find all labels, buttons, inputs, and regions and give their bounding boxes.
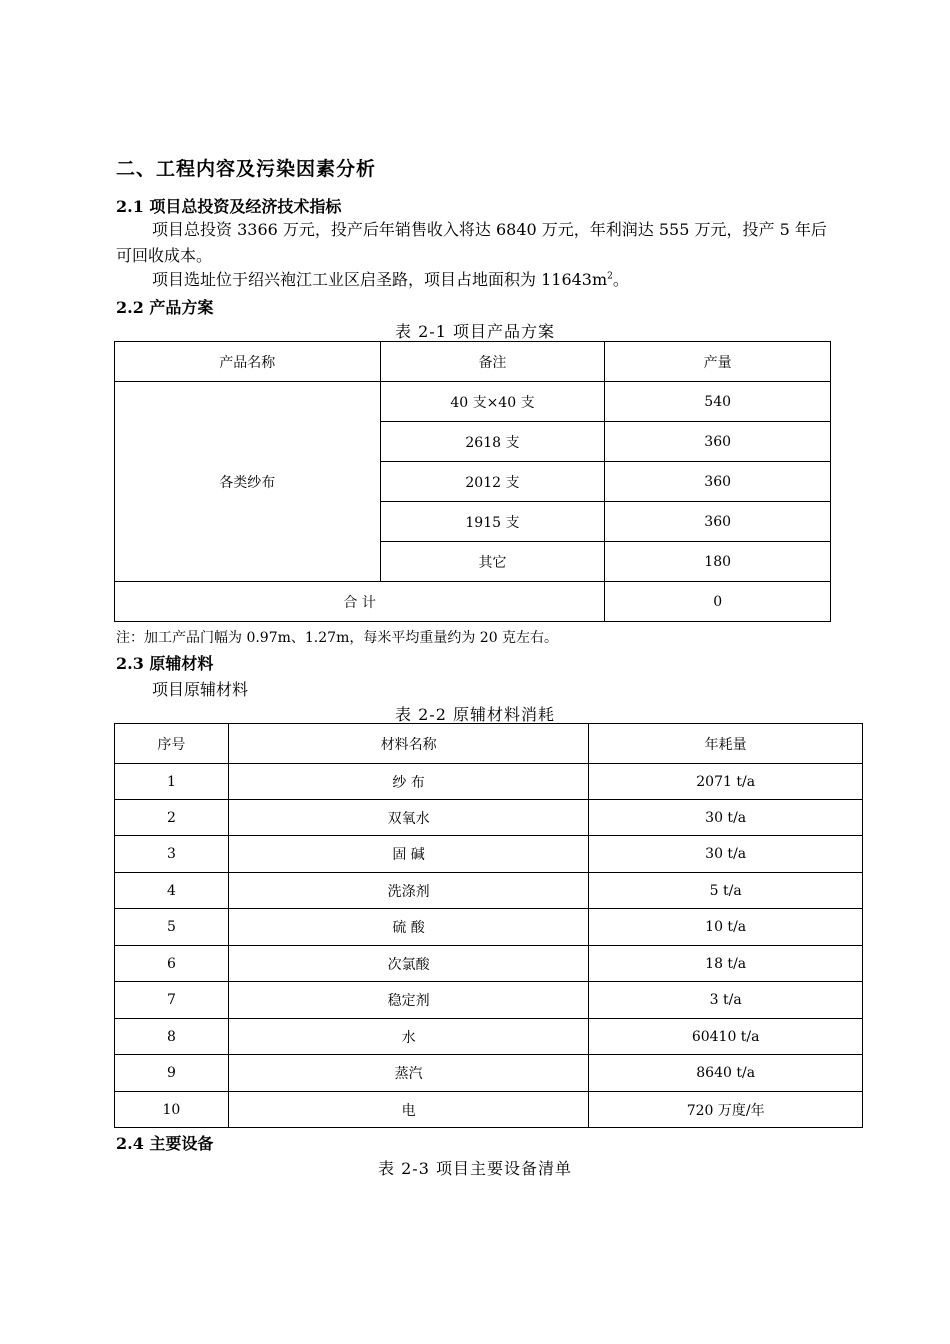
index-cell: 10	[115, 1092, 229, 1128]
header-product-name: 产品名称	[115, 342, 381, 382]
product-table	[114, 341, 831, 622]
header-note: 备注	[380, 342, 605, 382]
index-cell: 2	[115, 800, 229, 836]
table-row	[115, 1092, 863, 1128]
material-cell: 纱 布	[228, 764, 588, 800]
table-2-2-caption: 表 2-2 原辅材料消耗	[395, 705, 555, 724]
consumption-cell: 2071 t/a	[589, 764, 863, 800]
quantity-cell: 540	[605, 382, 831, 422]
note-cell: 40 支×40 支	[380, 382, 605, 422]
quantity-cell: 360	[605, 502, 831, 542]
materials-table	[114, 723, 863, 1128]
material-cell: 硫 酸	[228, 909, 588, 946]
table-2-3-caption: 表 2-3 项目主要设备清单	[378, 1159, 572, 1178]
table-row	[115, 382, 831, 422]
consumption-cell: 5 t/a	[589, 873, 863, 909]
material-cell: 双氧水	[228, 800, 588, 836]
consumption-cell: 10 t/a	[589, 909, 863, 946]
material-cell: 固 碱	[228, 836, 588, 873]
index-cell: 3	[115, 836, 229, 873]
table-header-row	[115, 342, 831, 382]
index-cell: 9	[115, 1055, 229, 1092]
consumption-cell: 30 t/a	[589, 800, 863, 836]
table-row	[115, 982, 863, 1019]
header-index: 序号	[115, 724, 229, 764]
header-quantity: 产量	[605, 342, 831, 382]
header-annual-consumption: 年耗量	[589, 724, 863, 764]
material-cell: 稳定剂	[228, 982, 588, 1019]
product-name-cell: 各类纱布	[115, 382, 381, 582]
index-cell: 4	[115, 873, 229, 909]
material-cell: 次氯酸	[228, 946, 588, 982]
table-row	[115, 836, 863, 873]
consumption-cell: 8640 t/a	[589, 1055, 863, 1092]
paragraph-location	[116, 267, 841, 293]
index-cell: 1	[115, 764, 229, 800]
note-cell: 2618 支	[380, 422, 605, 462]
paragraph-investment	[116, 217, 841, 269]
section-title: 二、工程内容及污染因素分析	[116, 158, 377, 180]
consumption-cell: 3 t/a	[589, 982, 863, 1019]
material-cell: 蒸汽	[228, 1055, 588, 1092]
table-row	[115, 800, 863, 836]
heading-2-2: 2.2 产品方案	[116, 298, 214, 317]
material-cell: 水	[228, 1019, 588, 1055]
table-2-1-note: 注：加工产品门幅为 0.97m、1.27m，每米平均重量约为 20 克左右。	[116, 630, 559, 646]
note-cell: 2012 支	[380, 462, 605, 502]
consumption-cell: 18 t/a	[589, 946, 863, 982]
material-cell: 电	[228, 1092, 588, 1128]
table-header-row	[115, 724, 863, 764]
materials-intro: 项目原辅材料	[152, 680, 249, 699]
note-cell: 1915 支	[380, 502, 605, 542]
note-cell: 其它	[380, 542, 605, 582]
heading-2-3: 2.3 原辅材料	[116, 654, 214, 673]
total-row	[115, 582, 831, 622]
total-label: 合 计	[115, 582, 605, 622]
quantity-cell: 360	[605, 462, 831, 502]
table-row	[115, 764, 863, 800]
header-material-name: 材料名称	[228, 724, 588, 764]
paragraph-investment-text: 项目总投资 3366 万元，投产后年销售收入将达 6840 万元，年利润达 555 万元，投产 5 年后可回收成本。	[116, 220, 827, 265]
table-row	[115, 946, 863, 982]
heading-2-4: 2.4 主要设备	[116, 1134, 214, 1153]
consumption-cell: 60410 t/a	[589, 1019, 863, 1055]
table-2-1-caption: 表 2-1 项目产品方案	[395, 322, 555, 341]
table-row	[115, 1019, 863, 1055]
index-cell: 5	[115, 909, 229, 946]
table-row	[115, 909, 863, 946]
superscript-2: 2	[607, 271, 613, 282]
table-row	[115, 1055, 863, 1092]
paragraph-location-text: 项目选址位于绍兴袍江工业区启圣路，项目占地面积为 11643m	[152, 270, 608, 289]
heading-2-1: 2.1 项目总投资及经济技术指标	[116, 197, 342, 216]
consumption-cell: 30 t/a	[589, 836, 863, 873]
index-cell: 6	[115, 946, 229, 982]
index-cell: 7	[115, 982, 229, 1019]
paragraph-location-end: 。	[612, 270, 629, 289]
material-cell: 洗涤剂	[228, 873, 588, 909]
table-row	[115, 873, 863, 909]
quantity-cell: 360	[605, 422, 831, 462]
quantity-cell: 180	[605, 542, 831, 582]
total-value: 0	[605, 582, 831, 622]
consumption-cell: 720 万度/年	[589, 1092, 863, 1128]
index-cell: 8	[115, 1019, 229, 1055]
